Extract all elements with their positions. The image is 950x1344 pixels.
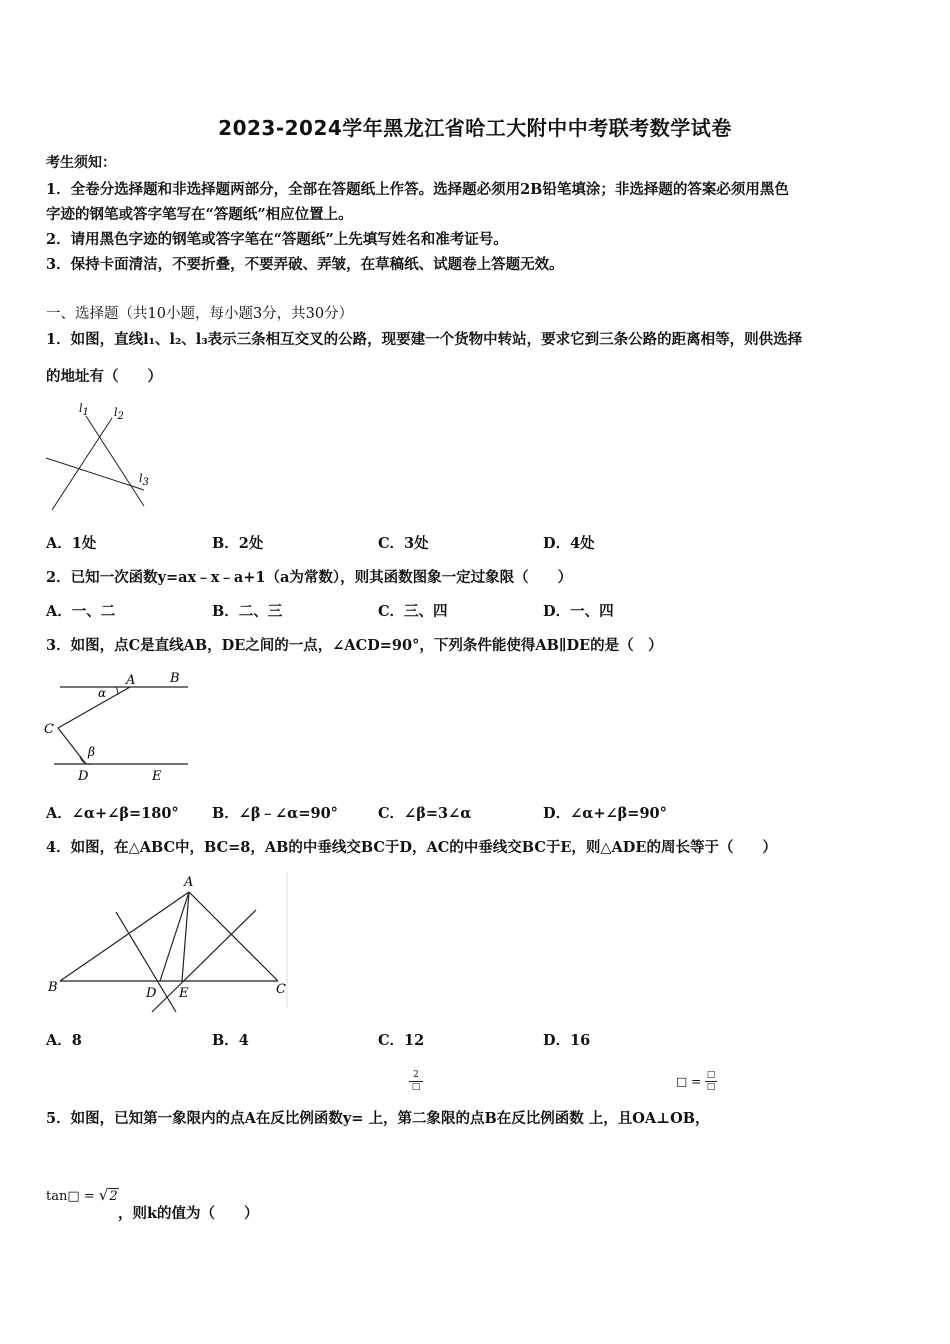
- q1-option-a[interactable]: A．1处: [46, 535, 97, 552]
- q3-label-b: B: [170, 671, 180, 686]
- q1-figure: [44, 398, 154, 513]
- q3-label-e: E: [152, 769, 162, 784]
- q1-label-l2: l2: [114, 406, 124, 422]
- q4-option-b[interactable]: B．4: [212, 1032, 249, 1049]
- q3-label-a: A: [126, 673, 136, 688]
- q2-option-b[interactable]: B．二、三: [212, 603, 283, 620]
- q2-text: 2．已知一次函数y=ax﹣x﹣a+1（a为常数），则其函数图象一定过象限（ ）: [46, 569, 573, 586]
- q1-option-d[interactable]: D．4处: [543, 535, 595, 552]
- q1-option-b[interactable]: B．2处: [212, 535, 264, 552]
- q4-segment-ad: [160, 892, 189, 981]
- q4-segment-ac: [189, 892, 278, 981]
- q1-label-l1: l1: [79, 402, 89, 418]
- q5-fraction-2: [676, 1070, 717, 1093]
- notice-item-1b: 字迹的钢笔或答字笔写在“答题纸”相应位置上。: [46, 206, 353, 223]
- q5-fraction-1-num: 2: [413, 1070, 419, 1080]
- q1-text-a: 1．如图，直线l₁、l₂、l₃表示三条相互交叉的公路，现要建一个货物中转站，要求它到三条公路的距离相等，则供选择: [46, 331, 803, 348]
- q2-option-d[interactable]: D．一、四: [543, 603, 614, 620]
- q3-option-a[interactable]: A．∠α+∠β=180°: [46, 805, 179, 822]
- q3-segment-cd: [58, 728, 86, 764]
- q5-fraction-1-den: □: [411, 1082, 421, 1092]
- q5-tan-label: tan□ =: [46, 1189, 95, 1204]
- q5-sqrt-sign: √: [98, 1186, 109, 1204]
- q5-tan-expression: [46, 1186, 119, 1204]
- q2-option-a[interactable]: A．一、二: [46, 603, 116, 620]
- q4-label-a: A: [184, 875, 194, 890]
- q5-fraction-2-den: □: [706, 1082, 716, 1092]
- q5-fraction-1: [409, 1070, 423, 1093]
- q4-bisector-ac: [152, 910, 256, 1012]
- q4-option-c[interactable]: C．12: [378, 1032, 425, 1049]
- q5-fraction-2-num: □: [706, 1070, 716, 1080]
- q4-text: 4．如图，在△ABC中，BC=8，AB的中垂线交BC于D，AC的中垂线交BC于E，则△ADE的周长等于（ ）: [46, 839, 777, 856]
- q3-label-alpha: α: [98, 686, 107, 700]
- q2-option-c[interactable]: C．三、四: [378, 603, 448, 620]
- q3-label-d: D: [78, 769, 89, 784]
- q4-segment-ab: [60, 892, 189, 981]
- q1-line-l2: [52, 418, 112, 510]
- q5-sqrt-value: 2: [109, 1189, 118, 1204]
- q4-label-c: C: [276, 982, 286, 997]
- q5-fraction-2-body: [705, 1070, 717, 1093]
- q4-option-d[interactable]: D．16: [543, 1032, 591, 1049]
- q1-line-l3: [46, 458, 144, 490]
- q3-label-c: C: [44, 722, 54, 737]
- q3-option-c[interactable]: C．∠β=3∠α: [378, 805, 472, 822]
- q1-label-l3: l3: [139, 472, 149, 488]
- q3-text: 3．如图，点C是直线AB，DE之间的一点，∠ACD=90°，下列条件能使得AB∥DE的是（ ）: [46, 637, 663, 654]
- q4-label-b: B: [48, 980, 58, 995]
- q5-text: 5．如图，已知第一象限内的点A在反比例函数y= 上，第二象限的点B在反比例函数 上，且OA⊥OB，: [46, 1110, 710, 1127]
- q4-label-d: D: [146, 986, 157, 1001]
- q1-line-l1: [86, 416, 144, 506]
- q4-label-e: E: [179, 986, 189, 1001]
- q3-option-d[interactable]: D．∠α+∠β=90°: [543, 805, 667, 822]
- q3-angle-alpha-arc: [116, 687, 118, 694]
- q3-option-b[interactable]: B．∠β﹣∠α=90°: [212, 805, 338, 822]
- q3-label-beta: β: [88, 745, 95, 759]
- q4-option-a[interactable]: A．8: [46, 1032, 82, 1049]
- notice-item-3: 3．保持卡面清洁，不要折叠，不要弄破、弄皱，在草稿纸、试题卷上答题无效。: [46, 256, 564, 273]
- q5-fraction-2-lhs: □ =: [676, 1074, 702, 1089]
- q3-segment-ca: [58, 687, 130, 728]
- notice-item-2: 2．请用黑色字迹的钢笔或答字笔在“答题纸”上先填写姓名和准考证号。: [46, 231, 508, 248]
- q3-figure: [42, 666, 192, 786]
- q4-segment-ae: [182, 892, 189, 981]
- q5-text-b: ，则k的值为（ ）: [118, 1205, 259, 1222]
- q1-text-b: 的地址有（ ）: [46, 368, 162, 385]
- page-title: 2023-2024学年黑龙江省哈工大附中中考联考数学试卷: [218, 116, 732, 140]
- section-heading: 一、选择题（共10小题，每小题3分，共30分）: [46, 306, 354, 322]
- q4-figure: [44, 870, 294, 1015]
- q1-option-c[interactable]: C．3处: [378, 535, 429, 552]
- notice-heading: 考生须知：: [46, 155, 116, 171]
- notice-item-1a: 1．全卷分选择题和非选择题两部分，全部在答题纸上作答。选择题必须用2B铅笔填涂；非选择题的答案必须用黑色: [46, 181, 789, 198]
